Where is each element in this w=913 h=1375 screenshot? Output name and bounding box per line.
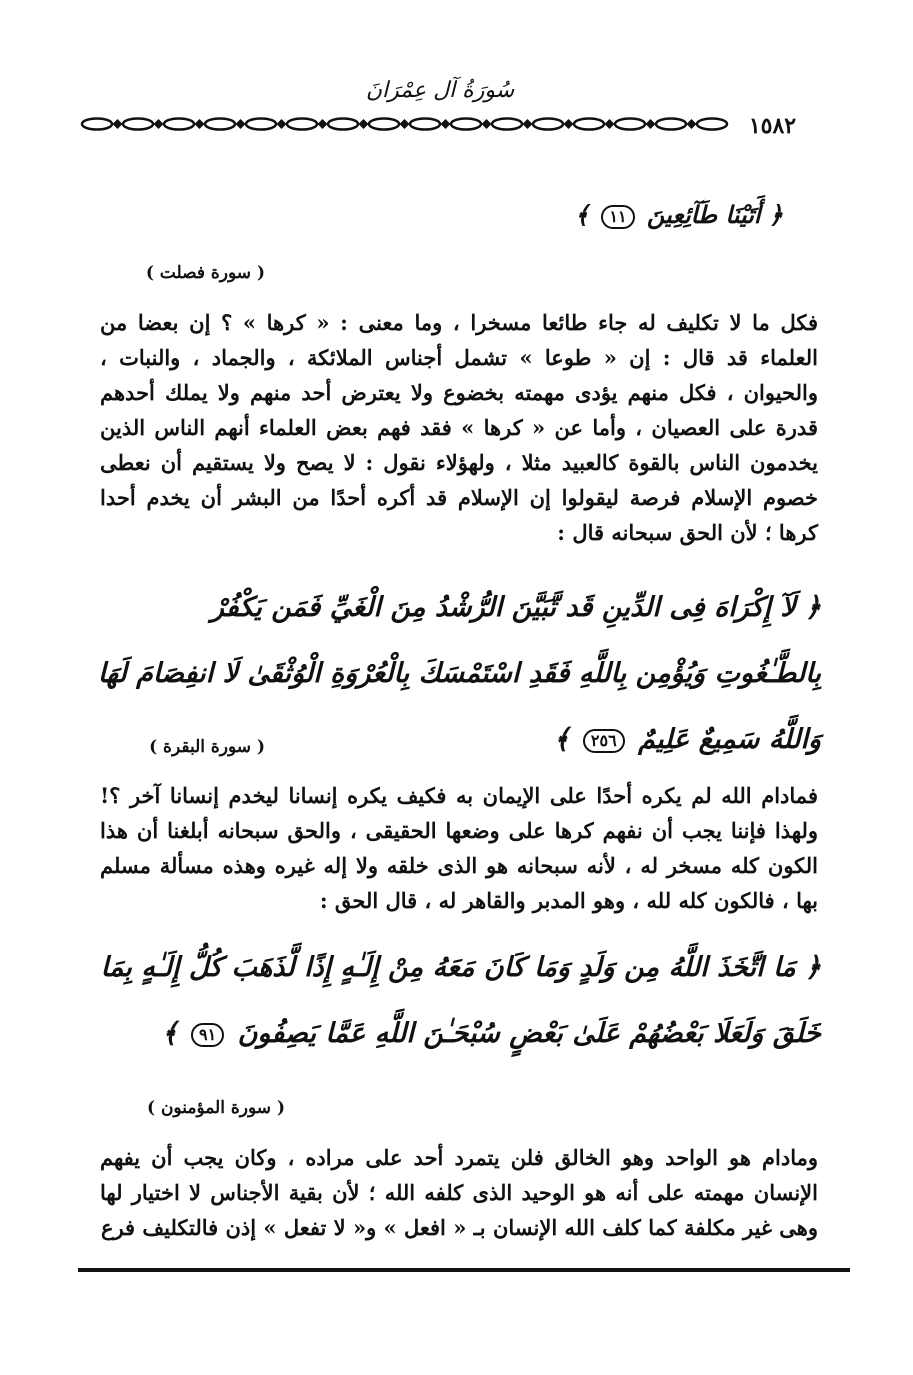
ornament-oval <box>697 119 727 130</box>
ornament-diamond <box>482 119 492 129</box>
ornament-oval <box>656 119 686 130</box>
ornament-oval <box>123 119 153 130</box>
ornament-oval <box>328 119 358 130</box>
ornament-oval <box>492 119 522 130</box>
ornament-oval <box>246 119 276 130</box>
verse-2-number: ٢٥٦ <box>583 729 625 753</box>
ornament-diamond <box>195 119 205 129</box>
ornamental-border <box>78 112 738 136</box>
ornament-oval <box>287 119 317 130</box>
source-citation-3: ( سورة المؤمنون ) <box>146 1098 285 1118</box>
source-citation-2: ( سورة البقرة ) <box>149 737 265 757</box>
ornament-diamond <box>564 119 574 129</box>
ornament-diamond <box>441 119 451 129</box>
ornament-oval <box>615 119 645 130</box>
ornament-oval <box>369 119 399 130</box>
verse-3 <box>96 935 821 1067</box>
verse-1-text: ﴿ أَتَيْنَا طَآئِعِينَ <box>646 200 783 229</box>
ornament-oval <box>410 119 440 130</box>
verse-1 <box>243 195 783 235</box>
ornament-diamond <box>605 119 615 129</box>
ornament-chain <box>82 119 727 130</box>
ornament-diamond <box>113 119 123 129</box>
ornament-oval <box>164 119 194 130</box>
verse-1-number: ١١ <box>601 205 634 229</box>
source-citation-1: ( سورة فصلت ) <box>145 263 265 283</box>
ornament-diamond <box>687 119 697 129</box>
paragraph-3: ومادام هو الواحد وهو الخالق فلن يتمرد أحد على مراده ، وكان يجب أن يفهم الإنسان مهمته على أنه هو الوحيد الذى كلفه الله ؛ لأن بقية الأجناس لا اختيار لها وهى غير مكلفة كما كلف الله الإنسان بـ « افعل » و« لا تفعل » إذن فالتكليف فرع <box>100 1145 818 1240</box>
verse-3-text: ﴿ مَا اتَّخَذَ اللَّهُ مِن وَلَدٍ وَمَا كَانَ مَعَهُ مِنْ إِلَـٰهٍ إِذًا لَّذَهَبَ كُلُّ إِلَـٰهٍ بِمَا خَلَقَ وَلَعَلَا بَعْضُهُمْ عَلَىٰ بَعْضٍ سُبْحَـٰنَ اللَّهِ عَمَّا يَصِفُونَ <box>100 952 821 1049</box>
verse-2-text: ﴿ لَآ إِكْرَاهَ فِى الدِّينِ قَد تَّبَيَّنَ الرُّشْدُ مِنَ الْغَيِّ فَمَن يَكْفُرْ بِالطَّـٰغُوتِ وَيُؤْمِن بِاللَّهِ فَقَدِ اسْتَمْسَكَ بِالْعُرْوَةِ الْوُثْقَىٰ لَا انفِصَامَ لَهَا وَاللَّهُ سَمِيعٌ عَلِيمٌ <box>97 592 821 755</box>
paragraph-2: فمادام الله لم يكره أحدًا على الإيمان به فكيف يكره إنسانا ليخدم إنسانا آخر ؟! ولهذا فإننا يجب أن نفهم كرها على وضعها الحقيقى ، والحق سبحانه أبلغنا أن هذا الكون كله مسخر له ، لأنه سبحانه هو الذى خلقه ولا إله غيره وهذه مسألة مسلم بها ، فالكون كله لله ، وهو المدبر والقاهر له ، قال الحق : <box>100 783 818 913</box>
ornament-diamond <box>646 119 656 129</box>
ornament-diamond <box>236 119 246 129</box>
verse-3-number: ٩١ <box>191 1023 224 1047</box>
verse-3-close: ﴾ <box>161 1018 178 1049</box>
bottom-rule <box>78 1268 850 1272</box>
ornament-diamond <box>277 119 287 129</box>
page-number: ١٥٨٢ <box>748 113 797 139</box>
ornament-diamond <box>359 119 369 129</box>
ornament-oval <box>533 119 563 130</box>
ornament-oval <box>574 119 604 130</box>
ornament-oval <box>205 119 235 130</box>
surah-title: سُورَةُ آل عِمْرَانَ <box>365 78 515 103</box>
verse-2-close: ﴾ <box>553 724 570 755</box>
verse-1-close: ﴾ <box>574 200 589 229</box>
ornament-diamond <box>400 119 410 129</box>
ornament-diamond <box>318 119 328 129</box>
paragraph-1: فكل ما لا تكليف له جاء طائعا مسخرا ، وما معنى : « كرها » ؟ إن بعضا من العلماء قد قال : إن « طوعا » تشمل أجناس الملائكة ، والجماد ، والنبات ، والحيوان ، فكل منهم يؤدى مهمته بخضوع ولا يعترض أحد منهم ولا يملك أحدهم قدرة على العصيان ، وأما عن « كرها » فقد فهم بعض العلماء أنهم الناس الذين يخدمون الناس بالقوة كالعبيد مثلا ، ولهؤلاء نقول : لا يصح ولا يستقيم أن نعطى خصوم الإسلام فرصة ليقولوا إن الإسلام قد أكره أحدًا من البشر أن يخدم أحدا كرها ؛ لأن الحق سبحانه قال : <box>100 310 818 545</box>
ornament-oval <box>451 119 481 130</box>
ornament-oval <box>82 119 112 130</box>
ornament-diamond <box>154 119 164 129</box>
ornament-diamond <box>523 119 533 129</box>
